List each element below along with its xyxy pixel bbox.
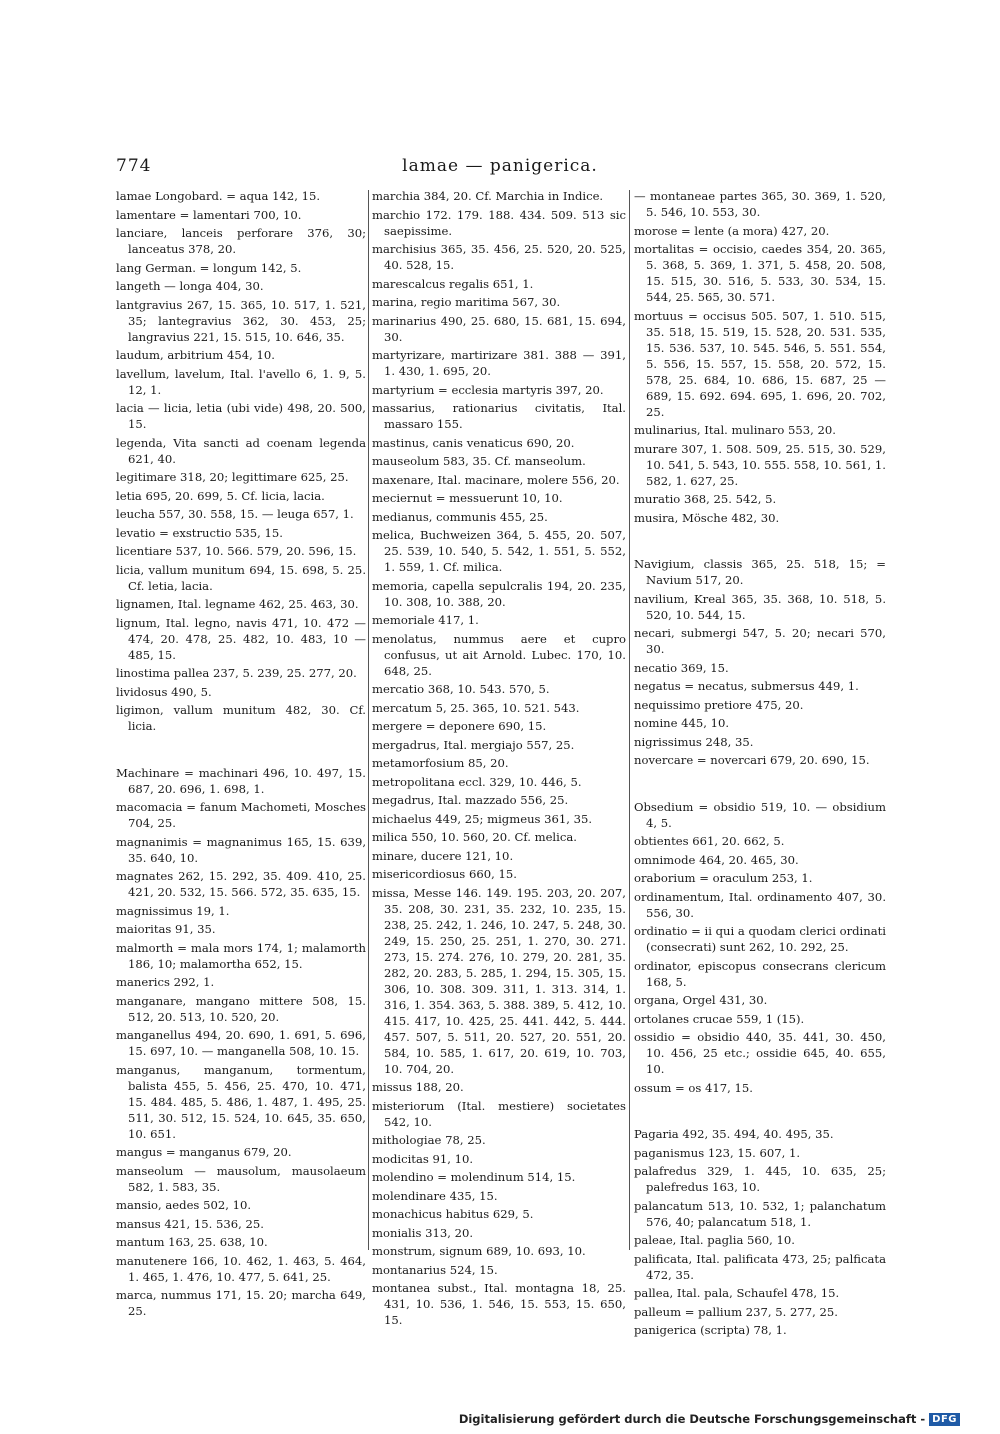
index-entry: martyrizare, martirizare 381. 388 — 391, 1. 430, 1. 695, 20. [372, 348, 626, 378]
index-entry: mergadrus, Ital. mergiajo 557, 25. [372, 737, 575, 752]
index-entry: mortuus = occisus 505. 507, 1. 510. 515, 35. 518, 15. 519, 15. 528, 20. 531. 535, 15. 536. 537, 10. 545. 546, 5. 551. 554, 5. 556, 15. 557, 15. 558, 20. 572, 15. 578, 25. 684, 10. 686, 15. 687, 25 — 689, 15. 692. 694. 695, 1. 696, 20. 702, 25. [634, 308, 886, 419]
index-entry: letia 695, 20. 699, 5. Cf. licia, lacia. [116, 488, 325, 503]
index-entry: ligimon, vallum munitum 482, 30. Cf. licia. [116, 703, 366, 733]
index-column-2 [372, 188, 626, 1331]
index-entry: marinarius 490, 25. 680, 15. 681, 15. 694, 30. [372, 313, 626, 344]
index-entry: medianus, communis 455, 25. [372, 509, 548, 524]
page-number: 774 [116, 156, 152, 176]
index-entry: metropolitana eccl. 329, 10. 446, 5. [372, 774, 582, 789]
index-entry: lacia — licia, letia (ubi vide) 498, 20. 500, 15. [116, 401, 366, 431]
index-entry: magnanimis = magnanimus 165, 15. 639, 35. 640, 10. [116, 834, 366, 865]
index-entry: Machinare = machinari 496, 10. 497, 15. 687, 20. 696, 1. 698, 1. [116, 765, 366, 796]
index-entry: molendino = molendinum 514, 15. [372, 1170, 576, 1184]
index-entry: lamae Longobard. = aqua 142, 15. [116, 189, 321, 203]
index-entry: manganare, mangano mittere 508, 15. 512, 20. 513, 10. 520, 20. [116, 993, 366, 1024]
index-entry: manganellus 494, 20. 690, 1. 691, 5. 696, 15. 697, 10. — manganella 508, 10. 15. [116, 1028, 366, 1058]
index-entry: ortolanes crucae 559, 1 (15). [634, 1011, 805, 1026]
index-entry: legitimare 318, 20; legittimare 625, 25. [116, 470, 349, 484]
index-entry: licia, vallum munitum 694, 15. 698, 5. 25. Cf. letia, lacia. [116, 562, 366, 593]
index-entry: manseolum — mausolum, mausolaeum 582, 1. 583, 35. [116, 1163, 366, 1194]
index-entry: molendinare 435, 15. [372, 1188, 498, 1203]
index-entry: licentiare 537, 10. 566. 579, 20. 596, 15. [116, 544, 357, 558]
index-entry: lanciare, lanceis perforare 376, 30; lanceatus 378, 20. [116, 226, 366, 256]
index-entry: morose = lente (a mora) 427, 20. [634, 223, 830, 238]
index-entry: mastinus, canis venaticus 690, 20. [372, 435, 575, 450]
column-rule [368, 190, 369, 1250]
index-entry: manerics 292, 1. [116, 975, 215, 989]
index-entry: modicitas 91, 10. [372, 1151, 474, 1166]
index-entry: meciernut = messuerunt 10, 10. [372, 491, 563, 505]
index-entry: montanea subst., Ital. montagna 18, 25. 431, 10. 536, 1. 546, 15. 553, 15. 650, 15. [372, 1281, 626, 1327]
index-entry: paleae, Ital. paglia 560, 10. [634, 1233, 795, 1247]
index-entry: nequissimo pretiore 475, 20. [634, 697, 804, 712]
index-entry: Obsedium = obsidio 519, 10. — obsidium 4, 5. [634, 799, 886, 830]
index-entry: milica 550, 10. 560, 20. Cf. melica. [372, 830, 577, 844]
index-entry: necari, submergi 547, 5. 20; necari 570, 30. [634, 626, 886, 656]
index-entry: marchio 172. 179. 188. 434. 509. 513 sic saepissime. [372, 207, 626, 238]
index-entry: omnimode 464, 20. 465, 30. [634, 852, 799, 867]
index-entry: lignum, Ital. legno, navis 471, 10. 472 — 474, 20. 478, 25. 482, 10. 483, 10 — 485, 15. [116, 615, 366, 662]
index-entry: palancatum 513, 10. 532, 1; palanchatum 576, 40; palancatum 518, 1. [634, 1198, 886, 1229]
index-entry: marca, nummus 171, 15. 20; marcha 649, 25. [116, 1288, 366, 1318]
index-entry: marchia 384, 20. Cf. Marchia in Indice. [372, 189, 604, 203]
index-entry: minare, ducere 121, 10. [372, 848, 514, 863]
index-entry: negatus = necatus, submersus 449, 1. [634, 679, 859, 693]
index-entry: — montaneae partes 365, 30. 369, 1. 520, 5. 546, 10. 553, 30. [634, 189, 886, 219]
footer [459, 1412, 960, 1426]
index-entry: linostima pallea 237, 5. 239, 25. 277, 20. [116, 666, 357, 680]
index-entry: mithologiae 78, 25. [372, 1133, 486, 1147]
index-entry: missa, Messe 146. 149. 195. 203, 20. 207, 35. 208, 30. 231, 35. 232, 10. 235, 15. 238, 25. 242, 1. 246, 10. 247, 5. 248, 30. 249, 15. 250, 25. 251, 1. 270, 30. 271. 273, 15. 274. 276, 10. 279, 20. 281, 35. 282, 20. 283, 5. 285, 1. 294, 15. 305, 15. 306, 10. 308. 309. 311, 1. 313. 314, 1. 316, 1. 354. 363, 5. 388. 389, 5. 412, 10. 415. 417, 10. 425, 25. 441. 442, 5. 444. 457. 507, 5. 511, 20. 527, 20. 551, 20. 584, 10. 585, 1. 617, 20. 619, 10. 703, 10. 704, 20. [372, 885, 626, 1076]
index-entry: mortalitas = occisio, caedes 354, 20. 365, 5. 368, 5. 369, 1. 371, 5. 458, 20. 508, 15. 515, 30. 516, 5. 533, 30. 534, 15. 544, 25. 565, 30. 571. [634, 242, 886, 304]
index-entry: mergere = deponere 690, 15. [372, 719, 547, 733]
index-entry: magnissimus 19, 1. [116, 903, 230, 918]
index-entry: legenda, Vita sancti ad coenam legenda 621, 40. [116, 435, 366, 466]
dfg-logo: DFG [929, 1413, 960, 1426]
index-entry: lamentare = lamentari 700, 10. [116, 207, 302, 222]
index-entry: langeth — longa 404, 30. [116, 279, 264, 293]
index-entry: mantum 163, 25. 638, 10. [116, 1235, 268, 1249]
index-entry: muratio 368, 25. 542, 5. [634, 492, 777, 506]
index-entry: palleum = pallium 237, 5. 277, 25. [634, 1304, 838, 1319]
index-entry: monialis 313, 20. [372, 1225, 474, 1240]
index-entry: magnates 262, 15. 292, 35. 409. 410, 25. 421, 20. 532, 15. 566. 572, 35. 635, 15. [116, 869, 366, 899]
index-entry: lavellum, lavelum, Ital. l'avello 6, 1. 9, 5. 12, 1. [116, 366, 366, 397]
index-entry: palificata, Ital. palificata 473, 25; palficata 472, 35. [634, 1251, 886, 1282]
index-entry: metamorfosium 85, 20. [372, 756, 509, 770]
index-entry: necatio 369, 15. [634, 660, 729, 675]
index-entry: ordinator, episcopus consecrans clericum 168, 5. [634, 958, 886, 989]
index-entry: monachicus habitus 629, 5. [372, 1207, 534, 1221]
index-entry: michaelus 449, 25; migmeus 361, 35. [372, 811, 593, 826]
index-entry: musira, Mösche 482, 30. [634, 510, 780, 525]
index-entry: organa, Orgel 431, 30. [634, 993, 768, 1007]
index-entry: memoriale 417, 1. [372, 613, 479, 627]
index-entry: nigrissimus 248, 35. [634, 734, 754, 749]
index-entry: laudum, arbitrium 454, 10. [116, 348, 275, 362]
letter-section-break [116, 737, 366, 765]
index-entry: mercatio 368, 10. 543. 570, 5. [372, 682, 550, 696]
index-entry: pallea, Ital. pala, Schaufel 478, 15. [634, 1286, 840, 1300]
index-entry: mansio, aedes 502, 10. [116, 1198, 252, 1212]
letter-section-break [634, 528, 886, 556]
index-entry: ossum = os 417, 15. [634, 1080, 753, 1095]
index-entry: ossidio = obsidio 440, 35. 441, 30. 450, 10. 456, 25 etc.; ossidie 645, 40. 655, 10. [634, 1030, 886, 1076]
index-entry: panigerica (scripta) 78, 1. [634, 1323, 787, 1337]
index-entry: paganismus 123, 15. 607, 1. [634, 1145, 801, 1160]
index-entry: melica, Buchweizen 364, 5. 455, 20. 507, 25. 539, 10. 540, 5. 542, 1. 551, 5. 552, 1. 559, 1. Cf. milica. [372, 528, 626, 574]
index-entry: leucha 557, 30. 558, 15. — leuga 657, 1. [116, 507, 354, 521]
index-entry: novercare = novercari 679, 20. 690, 15. [634, 753, 870, 767]
index-entry: memoria, capella sepulcralis 194, 20. 235, 10. 308, 10. 388, 20. [372, 578, 626, 609]
column-rule [629, 190, 630, 1250]
index-entry: mangus = manganus 679, 20. [116, 1145, 292, 1159]
index-entry: mercatum 5, 25. 365, 10. 521. 543. [372, 700, 580, 715]
index-entry: manganus, manganum, tormentum, balista 455, 5. 456, 25. 470, 10. 471, 15. 484. 485, 5. 486, 1. 487, 1. 495, 25. 511, 30. 512, 15. 524, 10. 645, 35. 650, 10. 651. [116, 1062, 366, 1141]
index-entry: lantgravius 267, 15. 365, 10. 517, 1. 521, 35; lantegravius 362, 30. 453, 25; langravius 221, 15. 515, 10. 646, 35. [116, 297, 366, 344]
index-entry: marescalcus regalis 651, 1. [372, 276, 534, 291]
index-entry: mansus 421, 15. 536, 25. [116, 1216, 264, 1231]
index-entry: missus 188, 20. [372, 1080, 464, 1094]
index-entry: misericordiosus 660, 15. [372, 867, 517, 881]
index-entry: massarius, rationarius civitatis, Ital. massaro 155. [372, 401, 626, 431]
index-entry: megadrus, Ital. mazzado 556, 25. [372, 793, 569, 807]
index-entry: misteriorum (Ital. mestiere) societates 542, 10. [372, 1098, 626, 1129]
index-entry: montanarius 524, 15. [372, 1262, 498, 1277]
index-entry: nomine 445, 10. [634, 716, 730, 730]
index-entry: mauseolum 583, 35. Cf. manseolum. [372, 454, 586, 468]
index-column-1 [116, 188, 366, 1322]
index-entry: macomacia = fanum Machometi, Mosches 704, 25. [116, 800, 366, 830]
index-entry: maxenare, Ital. macinare, molere 556, 20. [372, 472, 620, 487]
index-entry: palafredus 329, 1. 445, 10. 635, 25; palefredus 163, 10. [634, 1164, 886, 1194]
index-entry: levatio = exstructio 535, 15. [116, 525, 283, 540]
index-entry: maioritas 91, 35. [116, 922, 216, 936]
index-entry: murare 307, 1. 508. 509, 25. 515, 30. 529, 10. 541, 5. 543, 10. 555. 558, 10. 561, 1. 582, 1. 627, 25. [634, 441, 886, 488]
index-entry: lividosus 490, 5. [116, 684, 212, 699]
index-entry: mulinarius, Ital. mulinaro 553, 20. [634, 423, 836, 437]
footer-text: Digitalisierung gefördert durch die Deutsche Forschungsgemeinschaft - [458, 1412, 926, 1426]
index-entry: ordinamentum, Ital. ordinamento 407, 30. 556, 30. [634, 889, 886, 920]
running-head: lamae — panigerica. [402, 156, 598, 176]
index-entry: marchisius 365, 35. 456, 25. 520, 20. 525, 40. 528, 15. [372, 242, 626, 272]
index-entry: Pagaria 492, 35. 494, 40. 495, 35. [634, 1127, 834, 1141]
index-entry: oraborium = oraculum 253, 1. [634, 871, 813, 885]
index-entry: lignamen, Ital. legname 462, 25. 463, 30. [116, 597, 359, 611]
index-entry: lang German. = longum 142, 5. [116, 260, 302, 275]
index-entry: martyrium = ecclesia martyris 397, 20. [372, 382, 604, 397]
letter-section-break [634, 771, 886, 799]
index-entry: ordinatio = ii qui a quodam clerici ordinati (consecrati) sunt 262, 10. 292, 25. [634, 924, 886, 954]
index-entry: obtientes 661, 20. 662, 5. [634, 834, 785, 848]
index-entry: monstrum, signum 689, 10. 693, 10. [372, 1244, 586, 1258]
index-entry: manutenere 166, 10. 462, 1. 463, 5. 464, 1. 465, 1. 476, 10. 477, 5. 641, 25. [116, 1253, 366, 1284]
letter-section-break [634, 1098, 886, 1126]
index-entry: Navigium, classis 365, 25. 518, 15; = Navium 517, 20. [634, 557, 886, 587]
index-entry: marina, regio maritima 567, 30. [372, 295, 561, 309]
index-entry: menolatus, nummus aere et cupro confusus, ut ait Arnold. Lubec. 170, 10. 648, 25. [372, 631, 626, 678]
index-entry: navilium, Kreal 365, 35. 368, 10. 518, 5. 520, 10. 544, 15. [634, 591, 886, 622]
index-column-3 [634, 188, 886, 1341]
index-entry: malmorth = mala mors 174, 1; malamorth 186, 10; malamortha 652, 15. [116, 940, 366, 971]
